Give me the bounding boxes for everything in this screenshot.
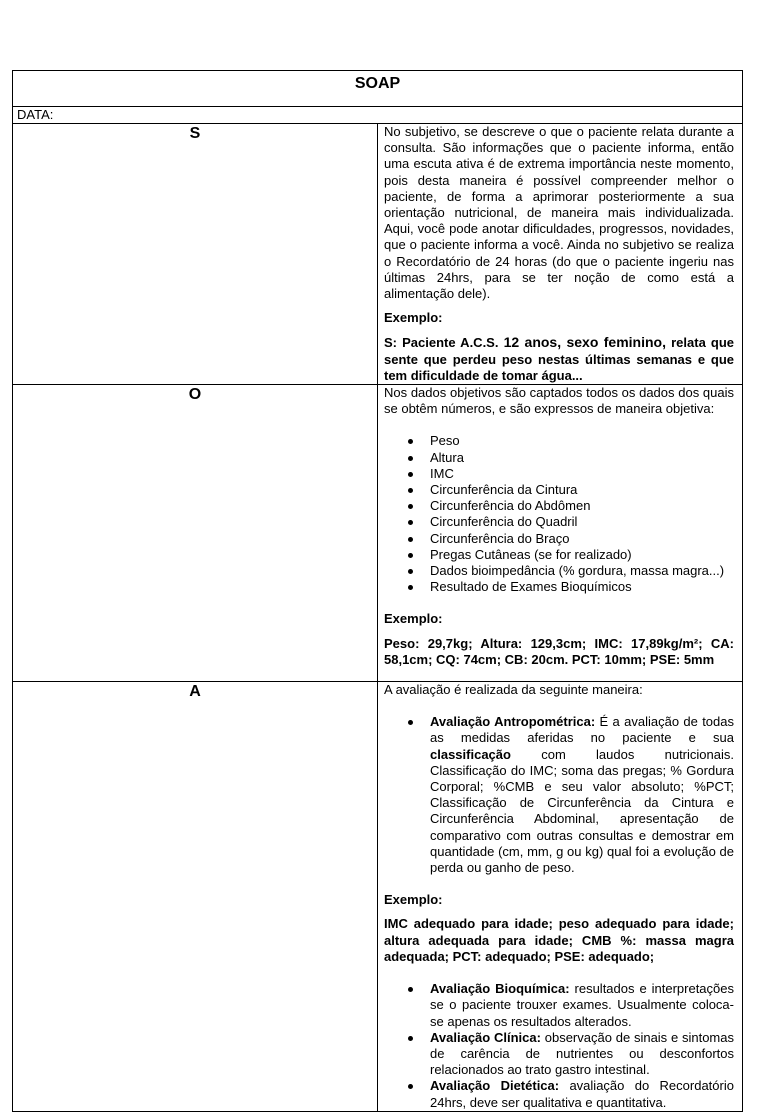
section-a-example-label: Exemplo: (384, 892, 443, 908)
section-a-intro: A avaliação é realizada da seguinte maneira: (384, 682, 643, 698)
section-s-example-label: Exemplo: (384, 310, 443, 326)
section-a-letter: A (13, 682, 378, 1112)
section-o-example: Peso: 29,7kg; Altura: 129,3cm; IMC: 17,89kg/m²; CA: 58,1cm; CQ: 74cm; CB: 20cm. PCT: 10mm; PSE: 5mm (384, 635, 734, 667)
section-s-content (378, 124, 743, 385)
diet-text: avaliação do Recordatório 24hrs, deve ser qualitativa e quantitativa. (430, 1078, 734, 1110)
clin-label: Avaliação Clínica: (430, 1029, 541, 1045)
section-o-row (13, 385, 743, 682)
section-o-example-label: Exemplo: (384, 611, 443, 627)
antro-bold: classificação (430, 746, 511, 762)
list-item: Circunferência do Braço (430, 531, 734, 547)
bio-text: resultados e interpretações se o paciente trouxer exames. Usualmente coloca-se apenas os resultados alterados. (430, 981, 734, 1029)
diet-label: Avaliação Dietética: (430, 1078, 560, 1094)
section-s-letter: S (13, 124, 378, 385)
section-a-list-2 (384, 981, 734, 1111)
list-item: Peso (430, 433, 734, 449)
section-o-content (378, 385, 743, 682)
list-item (430, 714, 734, 876)
list-item: Resultado de Exames Bioquímicos (430, 579, 734, 595)
section-s-intro: No subjetivo, se descreve o que o paciente relata durante a consulta. São informações que o paciente informa, então uma escuta ativa é de extrema importância neste momento, pois desta maneira é possível compreender melhor o paciente, de forma a aprimorar posteriormente a sua orientação nutricional, de maneira mais individualizada. Aqui, você pode anotar dificuldades, progressos, novidades, que o paciente informa a você. Ainda no subjetivo se realiza o Recordatório de 24 horas (do que o paciente ingeriu nas últimas 24hrs, para se ter noção de como está a alimentação dele). (384, 124, 734, 302)
list-item: Circunferência do Quadril (430, 514, 734, 530)
antro-text-1: É a avaliação de todas as medidas aferidas no paciente e sua (430, 714, 734, 746)
list-item: Circunferência do Abdômen (430, 498, 734, 514)
antro-label: Avaliação Antropométrica: (430, 714, 596, 730)
section-a-list-1 (384, 714, 734, 876)
section-a-example: IMC adequado para idade; peso adequado para idade; altura adequada para idade; CMB %: massa magra adequada; PCT: adequado; PSE: adequado; (384, 916, 734, 964)
list-item: Altura (430, 450, 734, 466)
section-o-letter: O (13, 385, 378, 682)
section-s-example-part-c: relata que sente que perdeu peso nestas últimas semanas e que tem dificuldade de tomar água... (384, 335, 735, 383)
list-item: Circunferência da Cintura (430, 482, 734, 498)
section-o-intro: Nos dados objetivos são captados todos os dados dos quais se obtêm números, e são expressos de maneira objetiva: (384, 385, 734, 417)
list-item: Pregas Cutâneas (se for realizado) (430, 547, 734, 563)
list-item: Dados bioimpedância (% gordura, massa magra...) (430, 563, 734, 579)
list-item (430, 1030, 734, 1079)
list-item (430, 981, 734, 1030)
section-s-example (384, 334, 734, 384)
date-label: DATA: (13, 107, 743, 124)
soap-document (12, 70, 743, 1112)
document-title: SOAP (13, 71, 743, 107)
section-s-example-part-b: 12 anos, sexo feminino, (503, 334, 666, 351)
list-item (430, 1078, 734, 1110)
soap-table (12, 70, 743, 1112)
section-s-example-part-a: S: Paciente A.C.S. (384, 335, 499, 351)
section-a-content (378, 682, 743, 1112)
antro-text-2: com laudos nutricionais. Classificação do IMC; soma das pregas; % Gordura Corporal; %CMB e seu valor absoluto; %PCT; Classificação de Circunferência da Cintura e Circunferência Abdominal, apresentação de comparativo com outras consultas e demostrar em quantidade (cm, mm, g ou kg) qual foi a evolução de perda ou ganho de peso. (430, 746, 734, 876)
list-item: IMC (430, 466, 734, 482)
section-s-row (13, 124, 743, 385)
section-o-list (384, 433, 734, 595)
bio-label: Avaliação Bioquímica: (430, 981, 570, 997)
clin-text: observação de sinais e sintomas de carência de nutrientes ou desconfortos relacionados ao trato gastro intestinal. (430, 1029, 734, 1078)
section-a-row (13, 682, 743, 1112)
